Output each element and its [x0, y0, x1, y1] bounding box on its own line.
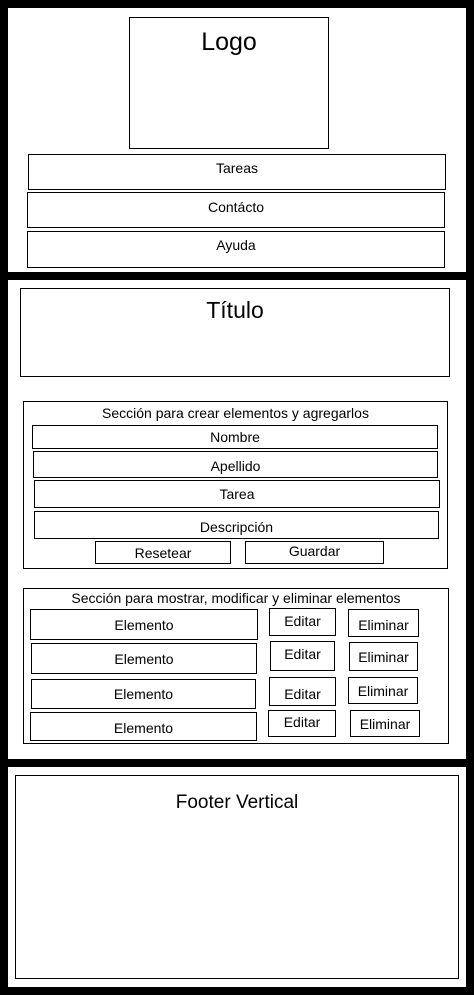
- footer-panel: [8, 767, 466, 987]
- nav-item-label: Ayuda: [216, 236, 256, 253]
- list-item-label: Elemento: [113, 719, 174, 736]
- descripcion-field[interactable]: [34, 511, 439, 539]
- edit-button[interactable]: Editar: [269, 608, 336, 636]
- nombre-field[interactable]: [32, 425, 438, 449]
- apellido-field[interactable]: [33, 451, 438, 478]
- main-panel: [8, 280, 466, 759]
- reset-button[interactable]: Resetear: [95, 541, 231, 564]
- create-section-heading: Sección para crear elementos y agregarlos: [102, 405, 369, 421]
- title-box: [20, 288, 450, 377]
- nav-item-contacto[interactable]: [27, 192, 445, 228]
- nav-item-label: Contácto: [207, 199, 265, 215]
- delete-button[interactable]: Eliminar: [350, 710, 420, 737]
- logo-box[interactable]: [129, 17, 329, 149]
- list-item[interactable]: [30, 712, 257, 741]
- save-button[interactable]: Guardar: [245, 541, 384, 564]
- list-item-label: Elemento: [113, 686, 174, 702]
- logo-text: Logo: [201, 28, 257, 56]
- list-item-label: Elemento: [114, 616, 174, 633]
- list-item-label: Elemento: [114, 650, 174, 667]
- edit-button[interactable]: Editar: [268, 710, 336, 737]
- list-section-heading: Sección para mostrar, modificar y eliminar elementos: [71, 590, 401, 606]
- edit-button[interactable]: Editar: [269, 677, 336, 706]
- nav-item-label: Tareas: [215, 160, 259, 176]
- nav-item-ayuda[interactable]: [27, 231, 445, 268]
- tarea-field[interactable]: [34, 480, 440, 508]
- delete-button[interactable]: Eliminar: [349, 642, 418, 671]
- delete-button[interactable]: Eliminar: [348, 677, 418, 704]
- delete-button[interactable]: Eliminar: [348, 609, 419, 637]
- header-panel: [8, 8, 466, 272]
- footer-box: [15, 775, 459, 979]
- list-item[interactable]: [31, 679, 256, 709]
- footer-title: Footer Vertical: [175, 792, 299, 813]
- edit-button[interactable]: Editar: [270, 641, 335, 671]
- page-title: Título: [206, 297, 264, 323]
- nav-item-tareas[interactable]: [28, 154, 446, 190]
- list-item[interactable]: [30, 609, 258, 640]
- list-item[interactable]: [31, 643, 257, 674]
